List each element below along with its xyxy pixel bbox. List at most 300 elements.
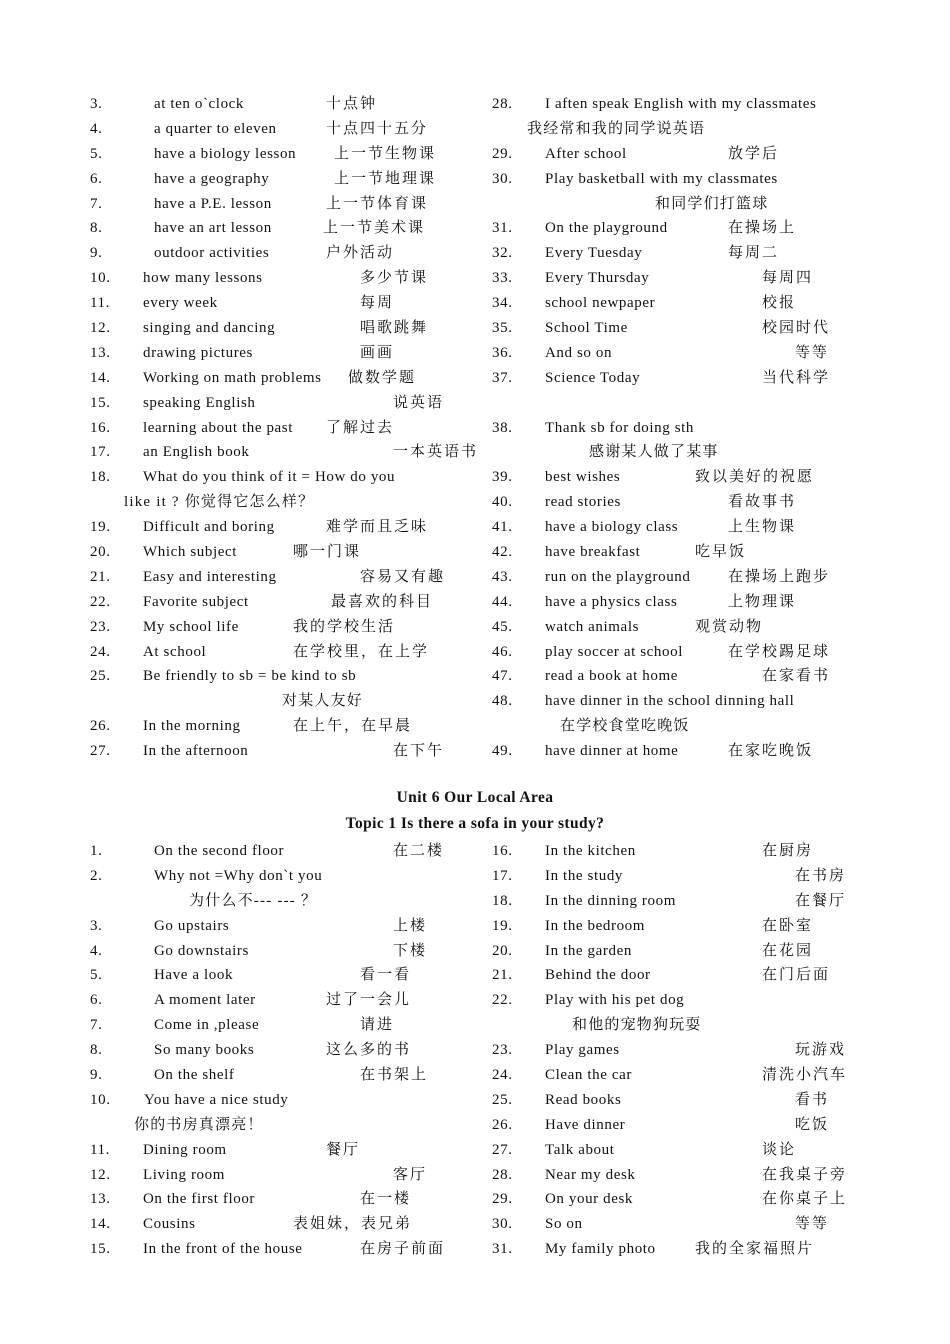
chinese-translation: 上一节美术课 — [323, 220, 426, 237]
item-number: 47. — [492, 668, 513, 685]
list-item — [492, 1237, 872, 1262]
english-phrase: Why not =Why don`t you — [154, 867, 323, 884]
list-item — [492, 963, 872, 988]
list-item — [90, 291, 460, 316]
chinese-translation: 等等 — [795, 344, 830, 361]
english-phrase: And so on — [545, 344, 613, 361]
english-phrase: Come in ,please — [154, 1017, 260, 1034]
english-phrase: Every Tuesday — [545, 245, 643, 262]
english-phrase: Every Thursday — [545, 270, 650, 287]
item-number: 30. — [492, 170, 513, 187]
list-item — [90, 341, 460, 366]
chinese-translation: 当代科学 — [762, 369, 831, 386]
list-item — [492, 216, 872, 241]
vocab-list-left-lower — [90, 839, 460, 1262]
list-item-continuation — [90, 889, 460, 914]
item-number: 18. — [492, 892, 513, 909]
chinese-translation: 在一楼 — [360, 1191, 412, 1208]
item-number: 20. — [90, 544, 111, 561]
list-item — [492, 1088, 872, 1113]
english-phrase: run on the playground — [545, 568, 691, 585]
list-item — [90, 963, 460, 988]
item-number: 27. — [492, 1141, 513, 1158]
english-phrase: have a geography — [154, 170, 270, 187]
chinese-translation: 在上午，在早晨 — [293, 718, 413, 735]
english-phrase: Living room — [143, 1166, 226, 1183]
list-item — [90, 714, 460, 739]
english-phrase: Which subject — [143, 544, 238, 561]
item-number: 17. — [90, 444, 111, 461]
continuation-text: 你的书房真漂亮！ — [134, 1116, 264, 1133]
list-item-continuation — [90, 689, 460, 714]
english-phrase: Clean the car — [545, 1067, 632, 1084]
item-number: 36. — [492, 344, 513, 361]
item-number: 16. — [90, 419, 111, 436]
chinese-translation: 看一看 — [360, 967, 412, 984]
list-item — [90, 664, 460, 689]
chinese-translation: 每周四 — [762, 270, 814, 287]
vocab-list-right-lower — [492, 839, 872, 1262]
item-number: 32. — [492, 245, 513, 262]
list-item — [90, 939, 460, 964]
item-number: 35. — [492, 320, 513, 337]
item-number: 38. — [492, 419, 513, 436]
item-number: 14. — [90, 369, 111, 386]
item-number: 26. — [492, 1116, 513, 1133]
chinese-translation: 在操场上跑步 — [728, 568, 831, 585]
chinese-translation: 上一节生物课 — [334, 145, 437, 162]
item-number: 2. — [90, 867, 103, 884]
chinese-translation: 在学校里，在上学 — [293, 643, 430, 660]
english-phrase: My family photo — [545, 1241, 656, 1258]
item-number: 22. — [492, 992, 513, 1009]
chinese-translation: 等等 — [795, 1216, 830, 1233]
list-item — [90, 192, 460, 217]
english-phrase: Talk about — [545, 1141, 615, 1158]
chinese-translation: 玩游戏 — [795, 1042, 847, 1059]
list-item — [492, 316, 872, 341]
chinese-translation: 十点钟 — [326, 96, 378, 112]
list-item — [90, 167, 460, 192]
continuation-text: 感谢某人做了某事 — [589, 444, 719, 461]
english-phrase: On the second floor — [154, 843, 285, 859]
list-item — [492, 615, 872, 640]
list-item — [492, 465, 872, 490]
item-number: 7. — [90, 1017, 103, 1034]
english-phrase: have dinner in the school dinning hall — [545, 693, 795, 710]
chinese-translation: 在书架上 — [360, 1067, 429, 1084]
english-phrase: What do you think of it = How do you — [143, 469, 396, 486]
chinese-translation: 我的全家福照片 — [695, 1241, 815, 1258]
english-phrase: In the study — [545, 867, 624, 884]
item-number: 6. — [90, 992, 103, 1009]
english-phrase: Have a look — [154, 967, 234, 984]
list-item — [90, 142, 460, 167]
english-phrase: School Time — [545, 320, 628, 337]
list-item — [492, 1063, 872, 1088]
item-number: 39. — [492, 469, 513, 486]
english-phrase: Go downstairs — [154, 942, 249, 959]
vocab-list-left-upper — [90, 92, 479, 764]
list-item-continuation — [90, 490, 460, 515]
chinese-translation: 上一节体育课 — [326, 195, 429, 212]
item-number: 11. — [90, 295, 110, 312]
english-phrase: have an art lesson — [154, 220, 272, 237]
chinese-translation: 在门后面 — [762, 967, 831, 984]
topic-title: Topic 1 Is there a sofa in your study? — [345, 815, 605, 832]
chinese-translation: 了解过去 — [326, 419, 395, 436]
list-item — [492, 391, 872, 416]
list-item — [90, 241, 460, 266]
chinese-translation: 在学校踢足球 — [728, 643, 831, 660]
list-item — [90, 1237, 460, 1262]
item-number: 48. — [492, 693, 513, 710]
chinese-translation: 观赏动物 — [695, 618, 764, 635]
continuation-text: 对某人友好 — [282, 693, 364, 710]
english-phrase: Cousins — [143, 1216, 196, 1233]
continuation-text: 和他的宠物狗玩耍 — [572, 1017, 702, 1034]
english-phrase: play soccer at school — [545, 643, 683, 660]
list-item — [492, 167, 872, 192]
list-item — [90, 391, 460, 416]
english-phrase: So many books — [154, 1042, 255, 1059]
item-number: 13. — [90, 344, 111, 361]
chinese-translation: 说英语 — [393, 394, 445, 411]
item-number: 12. — [90, 1166, 111, 1183]
item-number: 4. — [90, 120, 103, 137]
list-item-continuation — [90, 1113, 460, 1138]
continuation-text: 我经常和我的同学说英语 — [527, 120, 706, 137]
item-number: 16. — [492, 843, 513, 859]
chinese-translation: 看书 — [795, 1091, 830, 1108]
list-item — [90, 590, 460, 615]
list-item — [90, 640, 460, 665]
english-phrase: On the first floor — [143, 1191, 256, 1208]
english-phrase: On the shelf — [154, 1067, 235, 1084]
english-phrase: singing and dancing — [143, 320, 276, 337]
list-item — [492, 590, 872, 615]
chinese-translation: 上楼 — [393, 917, 428, 934]
chinese-translation: 致以美好的祝愿 — [695, 469, 815, 486]
chinese-translation: 户外活动 — [326, 245, 395, 262]
list-item — [492, 664, 872, 689]
chinese-translation: 在书房 — [795, 867, 847, 884]
list-item — [492, 889, 872, 914]
english-phrase: In the garden — [545, 942, 632, 959]
list-item-continuation — [492, 440, 872, 465]
list-item — [90, 465, 460, 490]
list-item — [492, 565, 872, 590]
item-number: 19. — [90, 519, 111, 536]
chinese-translation: 每周 — [360, 295, 395, 312]
list-item — [492, 739, 872, 764]
list-item — [90, 515, 460, 540]
item-number: 24. — [90, 643, 111, 660]
list-item — [492, 490, 872, 515]
chinese-translation: 校报 — [762, 295, 797, 312]
unit-title: Unit 6 Our Local Area — [396, 789, 554, 806]
item-number: 5. — [90, 145, 103, 162]
item-number: 13. — [90, 1191, 111, 1208]
item-number: 28. — [492, 96, 513, 112]
english-phrase: have breakfast — [545, 544, 641, 561]
english-phrase: Difficult and boring — [143, 519, 275, 536]
english-phrase: You have a nice study — [144, 1091, 289, 1108]
item-number: 25. — [492, 1091, 513, 1108]
list-item — [492, 1163, 872, 1188]
english-phrase: Behind the door — [545, 967, 651, 984]
list-item — [90, 366, 460, 391]
chinese-translation: 唱歌跳舞 — [360, 320, 429, 337]
english-phrase: have a physics class — [545, 593, 678, 610]
vocab-list-right-upper — [492, 92, 872, 764]
english-phrase: learning about the past — [143, 419, 294, 436]
chinese-translation: 在家看书 — [762, 668, 831, 685]
list-item — [90, 266, 460, 291]
list-item — [492, 416, 872, 441]
english-phrase: at ten o`clock — [154, 96, 245, 112]
english-phrase: So on — [545, 1216, 583, 1233]
list-item — [492, 92, 872, 117]
item-number: 49. — [492, 743, 513, 760]
item-number: 21. — [90, 568, 111, 585]
item-number: 20. — [492, 942, 513, 959]
item-number: 26. — [90, 718, 111, 735]
english-phrase: My school life — [143, 618, 239, 635]
english-phrase: I aften speak English with my classmates — [545, 96, 817, 112]
english-phrase: A moment later — [154, 992, 256, 1009]
item-number: 19. — [492, 917, 513, 934]
english-phrase: On your desk — [545, 1191, 634, 1208]
english-phrase: have a biology lesson — [154, 145, 297, 162]
chinese-translation: 在花园 — [762, 942, 814, 959]
item-number: 30. — [492, 1216, 513, 1233]
list-item — [90, 864, 460, 889]
list-item — [492, 939, 872, 964]
chinese-translation: 客厅 — [393, 1166, 428, 1183]
chinese-translation: 吃早饭 — [695, 544, 747, 561]
item-number: 42. — [492, 544, 513, 561]
item-number: 29. — [492, 1191, 513, 1208]
list-item — [492, 341, 872, 366]
item-number: 24. — [492, 1067, 513, 1084]
english-phrase: Play basketball with my classmates — [545, 170, 778, 187]
list-item — [90, 117, 460, 142]
list-item — [492, 988, 872, 1013]
chinese-translation: 多少节课 — [360, 270, 429, 287]
list-item — [90, 1063, 460, 1088]
chinese-translation: 在卧室 — [762, 917, 814, 934]
english-phrase: Play games — [545, 1042, 620, 1059]
list-item — [90, 540, 460, 565]
english-phrase: Science Today — [545, 369, 641, 386]
english-phrase: watch animals — [545, 618, 640, 635]
english-phrase: Dining room — [143, 1141, 227, 1158]
english-phrase: have a P.E. lesson — [154, 195, 272, 212]
list-item — [492, 1113, 872, 1138]
list-item-continuation — [492, 192, 872, 217]
english-phrase: speaking English — [143, 394, 256, 411]
item-number: 28. — [492, 1166, 513, 1183]
chinese-translation: 放学后 — [728, 145, 780, 162]
item-number: 44. — [492, 593, 513, 610]
english-phrase: After school — [545, 145, 627, 162]
item-number: 5. — [90, 967, 103, 984]
list-item — [492, 366, 872, 391]
list-item — [90, 416, 460, 441]
list-item — [90, 1013, 460, 1038]
english-phrase: In the morning — [143, 718, 241, 735]
list-item-continuation — [492, 1013, 872, 1038]
item-number: 34. — [492, 295, 513, 312]
continuation-text: 在学校食堂吃晚饭 — [560, 718, 690, 735]
list-item — [90, 615, 460, 640]
item-number: 45. — [492, 618, 513, 635]
item-number: 15. — [90, 394, 111, 411]
english-phrase: school newpaper — [545, 295, 656, 312]
english-phrase: how many lessons — [143, 270, 263, 287]
chinese-translation: 容易又有趣 — [360, 568, 446, 585]
chinese-translation: 谈论 — [762, 1141, 797, 1158]
list-item-continuation — [492, 714, 872, 739]
list-item — [492, 291, 872, 316]
english-phrase: Working on math problems — [143, 369, 322, 386]
english-phrase: Be friendly to sb = be kind to sb — [143, 668, 357, 685]
list-item — [90, 988, 460, 1013]
list-item — [492, 241, 872, 266]
english-phrase: best wishes — [545, 469, 621, 486]
list-item — [90, 1212, 460, 1237]
item-number: 43. — [492, 568, 513, 585]
item-number: 37. — [492, 369, 513, 386]
chinese-translation: 校园时代 — [762, 320, 831, 337]
list-item — [90, 1038, 460, 1063]
english-phrase: outdoor activities — [154, 245, 270, 262]
chinese-translation: 在餐厅 — [795, 892, 847, 909]
chinese-translation: 这么多的书 — [326, 1042, 412, 1059]
item-number: 25. — [90, 668, 111, 685]
chinese-translation: 在房子前面 — [360, 1241, 446, 1258]
item-number: 3. — [90, 917, 103, 934]
english-phrase: In the dinning room — [545, 892, 676, 909]
list-item — [90, 1138, 460, 1163]
chinese-translation: 吃饭 — [795, 1116, 830, 1133]
list-item — [90, 316, 460, 341]
list-item — [492, 142, 872, 167]
english-phrase: have a biology class — [545, 519, 679, 536]
english-phrase: Go upstairs — [154, 917, 230, 934]
english-phrase: In the bedroom — [545, 917, 646, 934]
english-phrase: At school — [143, 643, 207, 660]
continuation-text: 为什么不--- --- ？ — [189, 892, 318, 909]
chinese-translation: 在厨房 — [762, 843, 814, 859]
list-item — [492, 1138, 872, 1163]
item-number: 23. — [492, 1042, 513, 1059]
item-number: 31. — [492, 220, 513, 237]
list-item — [492, 839, 872, 864]
item-number: 46. — [492, 643, 513, 660]
chinese-translation: 十点四十五分 — [326, 120, 429, 137]
english-phrase: read a book at home — [545, 668, 679, 685]
english-phrase: Thank sb for doing sth — [545, 419, 695, 436]
chinese-translation: 看故事书 — [728, 494, 797, 511]
english-phrase: On the playground — [545, 220, 668, 237]
item-number: 7. — [90, 195, 103, 212]
item-number: 33. — [492, 270, 513, 287]
chinese-translation: 画画 — [360, 344, 395, 361]
item-number: 23. — [90, 618, 111, 635]
english-phrase: have dinner at home — [545, 743, 679, 760]
item-number: 12. — [90, 320, 111, 337]
item-number: 17. — [492, 867, 513, 884]
list-item — [90, 565, 460, 590]
list-item — [492, 864, 872, 889]
chinese-translation: 在下午 — [393, 743, 445, 760]
item-number: 22. — [90, 593, 111, 610]
english-phrase: In the kitchen — [545, 843, 636, 859]
english-phrase: read stories — [545, 494, 621, 511]
item-number: 14. — [90, 1216, 111, 1233]
chinese-translation: 上物理课 — [728, 593, 797, 610]
item-number: 10. — [90, 270, 111, 287]
list-item — [90, 739, 460, 764]
english-phrase: In the front of the house — [143, 1241, 303, 1258]
chinese-translation: 上一节地理课 — [334, 170, 437, 187]
english-phrase: Read books — [545, 1091, 622, 1108]
item-number: 21. — [492, 967, 513, 984]
english-phrase: every week — [143, 295, 218, 312]
english-phrase: In the afternoon — [143, 743, 249, 760]
list-item — [90, 914, 460, 939]
english-phrase: Easy and interesting — [143, 568, 277, 585]
list-item — [90, 1187, 460, 1212]
item-number: 3. — [90, 96, 103, 112]
list-item — [492, 689, 872, 714]
chinese-translation: 清洗小汽车 — [762, 1067, 848, 1084]
item-number: 6. — [90, 170, 103, 187]
list-item — [90, 1088, 460, 1113]
english-phrase: drawing pictures — [143, 344, 253, 361]
item-number: 9. — [90, 1067, 103, 1084]
chinese-translation: 最喜欢的科目 — [331, 593, 434, 610]
list-item — [90, 92, 460, 117]
chinese-translation: 每周二 — [728, 245, 780, 262]
chinese-translation: 表姐妹，表兄弟 — [293, 1216, 413, 1233]
chinese-translation: 难学而且乏味 — [326, 519, 429, 536]
item-number: 10. — [90, 1091, 111, 1108]
item-number: 27. — [90, 743, 111, 760]
chinese-translation: 请进 — [360, 1017, 395, 1034]
chinese-translation: 在家吃晚饭 — [728, 743, 814, 760]
chinese-translation: 过了一会儿 — [326, 992, 412, 1009]
list-item — [90, 1163, 460, 1188]
item-number: 40. — [492, 494, 513, 511]
english-phrase: a quarter to eleven — [154, 120, 277, 137]
continuation-text: 和同学们打篮球 — [655, 195, 769, 212]
list-item — [90, 440, 479, 465]
list-item — [492, 540, 872, 565]
list-item — [492, 266, 872, 291]
list-item-continuation — [492, 117, 872, 142]
chinese-translation: 在你桌子上 — [762, 1191, 848, 1208]
english-phrase: Play with his pet dog — [545, 992, 685, 1009]
chinese-translation: 做数学题 — [348, 369, 417, 386]
chinese-translation: 在我桌子旁 — [762, 1166, 848, 1183]
english-phrase: an English book — [143, 444, 250, 461]
item-number: 1. — [90, 843, 103, 859]
item-number: 4. — [90, 942, 103, 959]
item-number: 8. — [90, 220, 103, 237]
